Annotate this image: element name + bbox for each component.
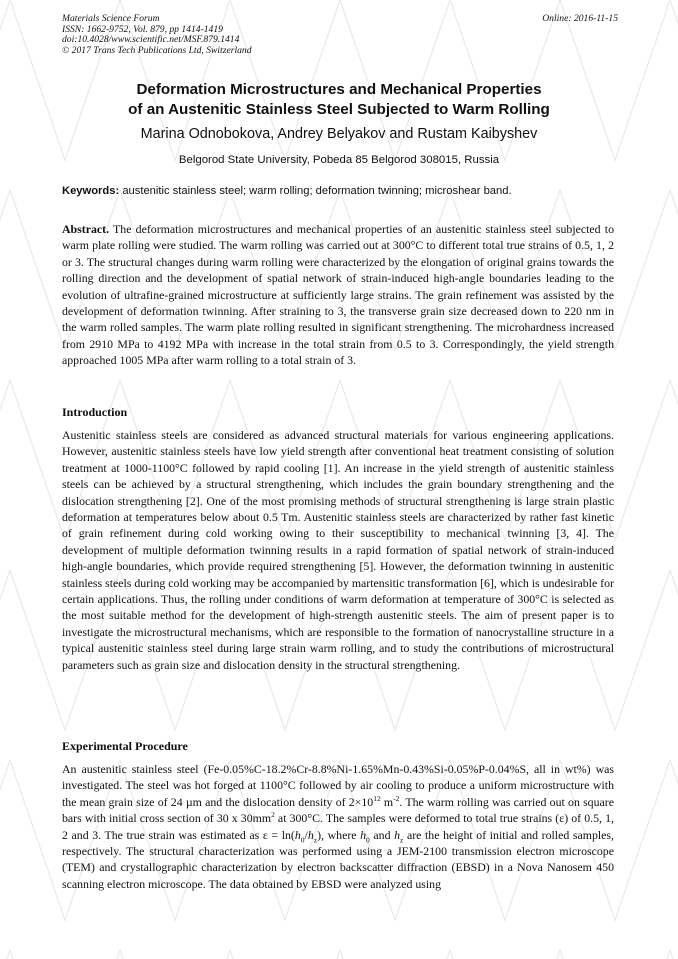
keywords-text: austenitic stainless steel; warm rolling; deformation twinning; microshear band. (122, 185, 512, 197)
introduction-body (62, 427, 614, 673)
experimental-text: An austenitic stainless steel (Fe-0.05%C-18.2%Cr-8.8%Ni-1.65%Mn-0.43%Si-0.05%P-0.04%S, all in wt%) was investigated. The steel was hot forged at 1100°C followed by air cooling to produce a uniform microstructure with the mean grain size of 24 µm and the dislocation density of $2\times 10^{12}$ $m^{-2}$. The warm rolling was carried out on square bars with initial cross section of 30 x $30mm^2$ at 300°C. The samples were deformed to total true strains (ε) of 0.5, 1, 2 and 3. The true strain was estimated as $\varepsilon = \ln(h_0/h_z)$, where $h_0$ and $h_z$ are the height of initial and rolled samples, respectively. The structural characterization was performed using a JEM-2100 transmission electron microscope (TEM) and crystallographic characterization by electron backscatter diffraction (EBSD) in a Nova Nanosem 450 scanning electron microscope. The data obtained by EBSD were analyzed using (62, 762, 614, 891)
title-line-2: of an Austenitic Stainless Steel Subjected to Warm Rolling (128, 100, 550, 118)
abstract (62, 221, 614, 369)
authors: Marina Odnobokova, Andrey Belyakov and Rustam Kaibyshev (140, 126, 538, 142)
paper-title (0, 80, 678, 119)
journal-name: Materials Science Forum (62, 13, 160, 24)
keywords-label: Keywords: (62, 185, 120, 197)
keywords (62, 184, 618, 198)
doi-line: doi:10.4028/www.scientific.net/MSF.879.1414 (62, 34, 240, 46)
abstract-text: The deformation microstructures and mechanical properties of an austenitic stainless steel subjected to warm plate rolling were studied. The warm rolling was carried out at 300°C to different total true strains of 0.5, 1, 2 or 3. The structural changes during warm rolling were characterized by the elongation of original grains towards the rolling direction and the development of spatial network of strain-induced high-angle boundaries leading to the evolution of ultrafine-grained microstructure at sufficiently large strains. The grain refinement was assisted by the development of deformation twinning. After straining to 3, the transverse grain size decreased down to 220 nm in the warm rolled samples. The warm plate rolling resulted in significant strengthening. The microhardness increased from 2910 MPa to 4192 MPa with increase in the total strain from 0.5 to 3. Correspondingly, the yield strength approached 1005 MPa after warm rolling to a total strain of 3. (62, 222, 615, 368)
experimental-heading: Experimental Procedure (62, 739, 188, 753)
introduction-text: Austenitic stainless steels are considered as advanced structural materials for various engineering applications. However, austenitic stainless steels have low yield strength after conventional heat treatment consisting of solution treatment at 1000-1100°C followed by rapid cooling [1]. An increase in the yield strength of austenitic stainless steels can be achieved by a structural strengthening, which includes the grain boundary strengthening and the dislocation strengthening [2]. One of the most promising methods of structural strengthening is large strain plastic deformation at temperatures below about 0.5 Tm. Austenitic stainless steels are characterized by rather fast kinetic of grain refinement during cold working owing to their susceptibility to mechanical twinning [3, 4]. The development of multiple deformation twinning results in a rapid formation of spatial network of strain-induced high-angle boundaries, which provide required strengthening [5]. However, the deformation twinning in austenitic stainless steels during cold working may be accompanied by martensitic transformation [6], which is undesirable for certain applications. Thus, the rolling under conditions of warm deformation at temperature of 300°C is selected as the most suitable method for the development of high-strength austenitic steels. The aim of present paper is to investigate the microstructural mechanisms, which are responsible to the formation of nanocrystalline structure in a typical austenitic stainless steel during large strain warm rolling, and to study the contributions of microstructural parameters such as grain size and dislocation density in the structural strengthening. (62, 428, 614, 672)
affiliation: Belgorod State University, Pobeda 85 Belgorod 308015, Russia (178, 154, 500, 166)
title-line-1: Deformation Microstructures and Mechanical Properties (136, 81, 542, 98)
issn-line: ISSN: 1662-9752, Vol. 879, pp 1414-1419 (62, 23, 223, 35)
journal-header (62, 14, 618, 56)
copyright-line: © 2017 Trans Tech Publications Ltd, Switzerland (62, 44, 252, 56)
online-date: Online: 2016-11-15 (542, 13, 618, 24)
introduction-heading: Introduction (62, 405, 128, 419)
abstract-label: Abstract. (62, 222, 110, 236)
experimental-body (62, 761, 614, 892)
